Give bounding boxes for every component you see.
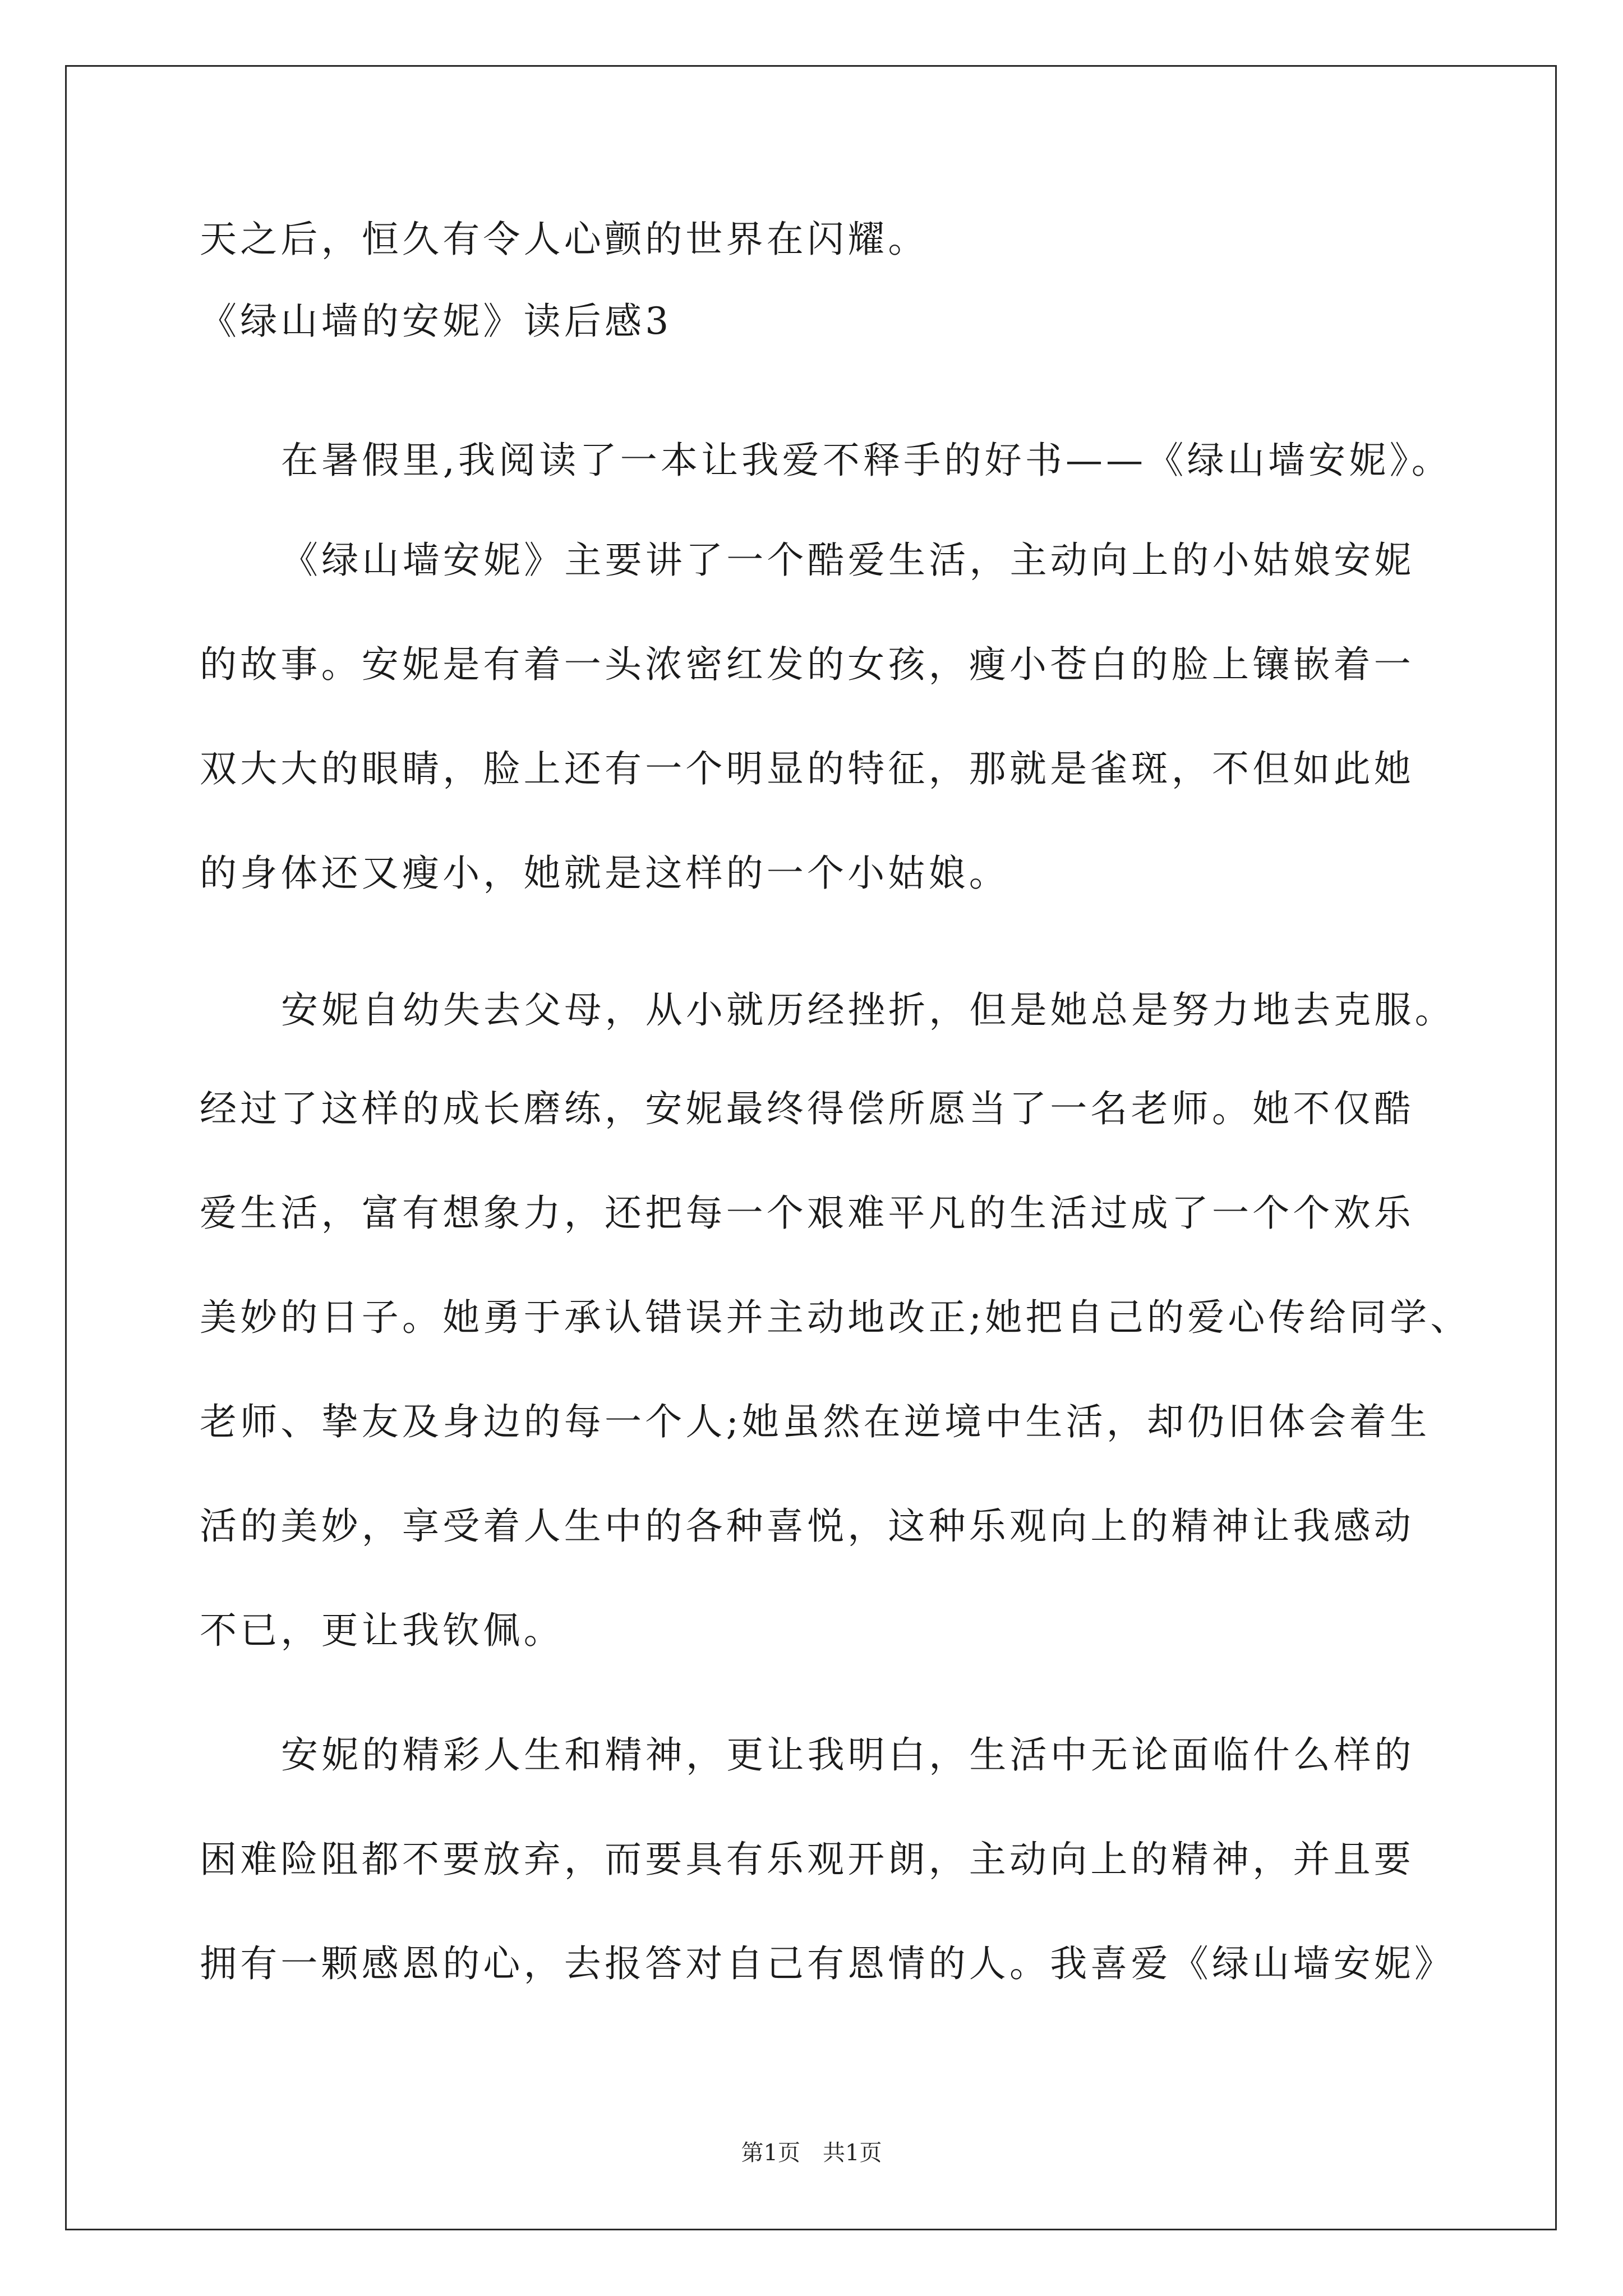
- paragraph-line: 活的美妙，享受着人生中的各种喜悦，这种乐观向上的精神让我感动: [200, 1504, 1414, 1548]
- paragraph-line: 双大大的眼睛，脸上还有一个明显的特征，那就是雀斑，不但如此她: [200, 747, 1414, 790]
- paragraph-line: 老师、挚友及身边的每一个人;她虽然在逆境中生活，却仍旧体会着生: [200, 1400, 1431, 1443]
- paragraph-line: 拥有一颗感恩的心，去报答对自己有恩情的人。我喜爱《绿山墙安妮》: [200, 1942, 1455, 1985]
- page-frame: [65, 65, 1557, 2230]
- text-line: 天之后，恒久有令人心颤的世界在闪耀。: [200, 218, 929, 261]
- paragraph-line: 不已，更让我钦佩。: [200, 1609, 564, 1652]
- page-total: 共1页: [823, 2140, 882, 2166]
- paragraph-line: 经过了这样的成长磨练，安妮最终得偿所愿当了一名老师。她不仅酷: [200, 1087, 1414, 1130]
- paragraph-line: 的故事。安妮是有着一头浓密红发的女孩，瘦小苍白的脸上镶嵌着一: [200, 643, 1414, 686]
- section-title: 《绿山墙的安妮》读后感3: [200, 300, 672, 343]
- paragraph-line: 安妮的精彩人生和精神，更让我明白，生活中无论面临什么样的: [281, 1733, 1415, 1777]
- paragraph-line: 爱生活，富有想象力，还把每一个艰难平凡的生活过成了一个个欢乐: [200, 1191, 1414, 1235]
- page-number: 第1页: [741, 2140, 800, 2166]
- paragraph-line: 美妙的日子。她勇于承认错误并主动地改正;她把自己的爱心传给同学、: [200, 1296, 1471, 1339]
- paragraph-line: 安妮自幼失去父母，从小就历经挫折，但是她总是努力地去克服。: [281, 988, 1455, 1032]
- paragraph-line: 《绿山墙安妮》主要讲了一个酷爱生活，主动向上的小姑娘安妮: [281, 539, 1415, 582]
- paragraph-line: 困难险阻都不要放弃，而要具有乐观开朗，主动向上的精神，并且要: [200, 1838, 1414, 1881]
- paragraph-line: 在暑假里,我阅读了一本让我爱不释手的好书——《绿山墙安妮》。: [281, 439, 1452, 482]
- paragraph-line: 的身体还又瘦小，她就是这样的一个小姑娘。: [200, 852, 1009, 895]
- page-footer: [0, 2142, 1623, 2164]
